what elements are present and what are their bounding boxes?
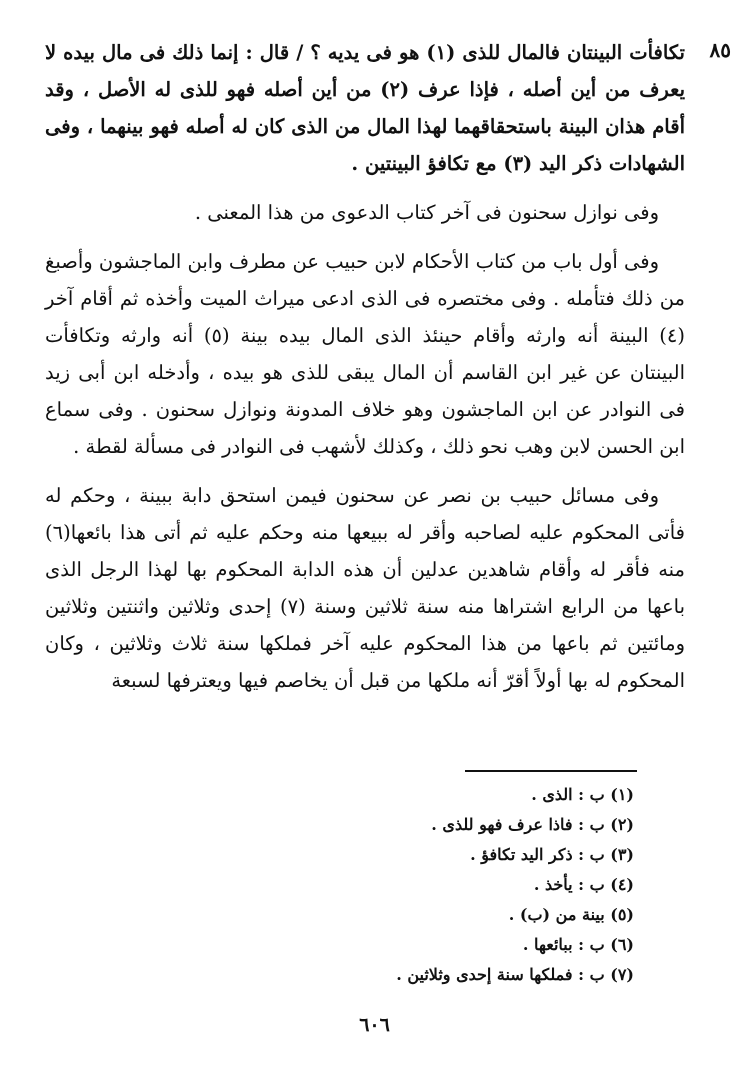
- paragraph-1: تكافأت البينتان فالمال للذى (١) هو فى يديه ؟ / قال : إنما ذلك فى مال بيده لا يعرف من أين أصله ، فإذا عرف (٢) من أين أصله فهو للذى له الأصل ، وقد أقام هذان البينة باستحقاقهما لهذا المال من الذى كان له أصله فهو بينهما ، وفى الشهادات ذكر اليد (٣) مع تكافؤ البينتين .: [45, 41, 686, 175]
- footnote-1: (١) ب : الذى .: [531, 785, 634, 804]
- footnote-3: (٣) ب : ذكر اليد تكافؤ .: [470, 845, 634, 864]
- footnote-2: (٢) ب : فاذا عرف فهو للذى .: [431, 815, 634, 834]
- paragraph-2: وفى نوازل سحنون فى آخر كتاب الدعوى من هذا المعنى .: [194, 201, 659, 224]
- paragraph-4: وفى مسائل حبيب بن نصر عن سحنون فيمن استحق دابة ببينة ، وحكم له فأتى المحكوم عليه لصاحبه وأقر له ببيعها منه وحكم عليه ثم أتى هذا بائعها(٦) منه فأقر له وأقام شاهدين عدلين أن هذه الدابة المحكوم بها لهذا الرجل الذى باعها من الرابع اشتراها منه سنة ثلاثين وسنة (٧) إحدى وثلاثين واثنتين وثلاثين ومائتين ثم باعها من هذا المحكوم عليه آخر فملكها سنة ثلاث وثلاثين ، وكان المحكوم له بها أولاً أقرّ أنه ملكها من قبل أن يخاصم فيها ويعترفها لسبعة: [45, 484, 685, 692]
- footnote-7: (٧) ب : فملكها سنة إحدى وثلاثين .: [396, 965, 634, 984]
- footnote-4: (٤) ب : يأخذ .: [533, 875, 634, 894]
- page-number: ٦٠٦: [359, 1014, 390, 1036]
- footnote-divider: [465, 770, 637, 772]
- margin-line-number: ٨٥: [709, 38, 731, 62]
- paragraph-3: وفى أول باب من كتاب الأحكام لابن حبيب عن مطرف وابن الماجشون وأصبغ من ذلك فتأمله . وفى مختصره فى الذى ادعى ميراث الميت وأخذه ثم أقام آخر (٤) البينة أنه وارثه وأقام حينئذ الذى المال بيده بينة (٥) أنه وارثه وتكافأت البينتان عن غير ابن القاسم أن المال يبقى للذى هو بيده ، وأدخله ابن أبى زيد فى النوادر عن ابن الماجشون وهو خلاف المدونة ونوازل سحنون . وفى سماع ابن الحسن لابن وهب نحو ذلك ، وكذلك لأشهب فى النوادر فى مسألة لقطة .: [45, 250, 685, 458]
- main-text: [45, 34, 685, 711]
- footnote-5: (٥) بينة من (ب) .: [508, 905, 634, 924]
- footnote-6: (٦) ب : ببائعها .: [522, 935, 634, 954]
- footnotes: [214, 780, 634, 990]
